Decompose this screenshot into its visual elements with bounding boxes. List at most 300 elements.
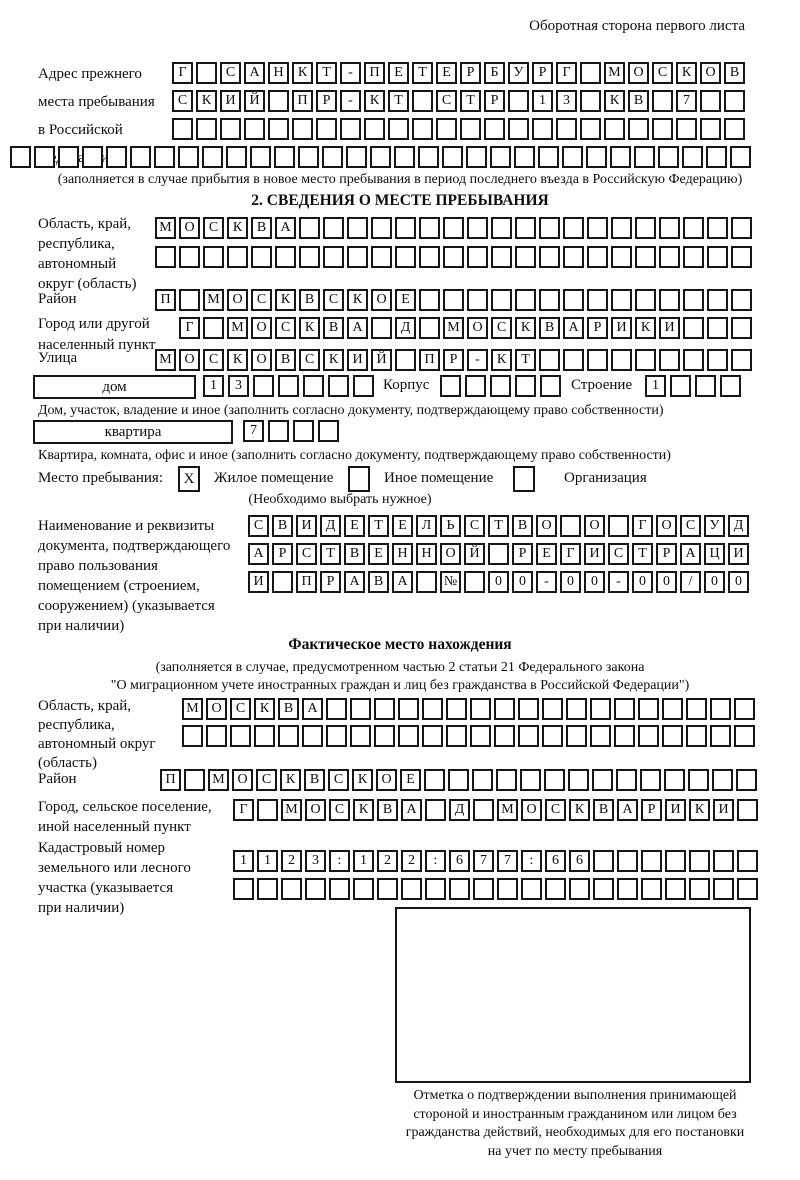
char-cell[interactable]: И — [248, 571, 269, 593]
char-cell[interactable] — [460, 118, 481, 140]
char-cell[interactable]: 1 — [257, 850, 278, 872]
char-cell[interactable]: Г — [556, 62, 577, 84]
char-cell[interactable] — [371, 217, 392, 239]
char-cell[interactable] — [710, 698, 731, 720]
char-cell[interactable] — [491, 289, 512, 311]
char-cell[interactable] — [370, 146, 391, 168]
char-cell[interactable]: Й — [464, 543, 485, 565]
char-cell[interactable] — [425, 878, 446, 900]
char-cell[interactable] — [665, 878, 686, 900]
char-cell[interactable]: Г — [632, 515, 653, 537]
char-cell[interactable]: № — [440, 571, 461, 593]
char-cell[interactable]: О — [232, 769, 253, 791]
char-cell[interactable] — [412, 90, 433, 112]
char-cell[interactable]: С — [172, 90, 193, 112]
char-cell[interactable] — [182, 725, 203, 747]
char-cell[interactable] — [566, 725, 587, 747]
char-cell[interactable] — [586, 146, 607, 168]
char-cell[interactable]: К — [299, 317, 320, 339]
char-cell[interactable]: К — [491, 349, 512, 371]
city-row[interactable] — [179, 317, 752, 339]
char-cell[interactable] — [329, 878, 350, 900]
char-cell[interactable]: К — [280, 769, 301, 791]
char-cell[interactable] — [515, 217, 536, 239]
char-cell[interactable] — [610, 146, 631, 168]
char-cell[interactable] — [734, 725, 755, 747]
char-cell[interactable]: А — [392, 571, 413, 593]
char-cell[interactable] — [473, 878, 494, 900]
char-cell[interactable]: В — [344, 543, 365, 565]
char-cell[interactable] — [278, 375, 299, 397]
char-cell[interactable] — [640, 769, 661, 791]
char-cell[interactable] — [488, 543, 509, 565]
char-cell[interactable] — [422, 698, 443, 720]
char-cell[interactable] — [720, 375, 741, 397]
char-cell[interactable]: 7 — [243, 420, 264, 442]
char-cell[interactable] — [323, 217, 344, 239]
char-cell[interactable]: - — [340, 62, 361, 84]
char-cell[interactable] — [419, 217, 440, 239]
char-cell[interactable] — [592, 769, 613, 791]
char-cell[interactable] — [281, 878, 302, 900]
char-cell[interactable]: О — [251, 317, 272, 339]
char-cell[interactable]: 0 — [632, 571, 653, 593]
char-cell[interactable] — [508, 90, 529, 112]
char-cell[interactable]: Н — [392, 543, 413, 565]
apartment-row[interactable] — [243, 420, 339, 442]
char-cell[interactable] — [202, 146, 223, 168]
char-cell[interactable]: 3 — [556, 90, 577, 112]
char-cell[interactable] — [34, 146, 55, 168]
char-cell[interactable] — [614, 725, 635, 747]
house-row[interactable] — [203, 375, 374, 397]
char-cell[interactable]: О — [656, 515, 677, 537]
char-cell[interactable]: К — [689, 799, 710, 821]
char-cell[interactable]: П — [292, 90, 313, 112]
char-cell[interactable]: Р — [272, 543, 293, 565]
char-cell[interactable] — [395, 217, 416, 239]
char-cell[interactable]: М — [281, 799, 302, 821]
char-cell[interactable]: С — [680, 515, 701, 537]
char-cell[interactable]: Д — [449, 799, 470, 821]
char-cell[interactable]: Б — [484, 62, 505, 84]
char-cell[interactable] — [608, 515, 629, 537]
char-cell[interactable]: С — [275, 317, 296, 339]
char-cell[interactable] — [616, 769, 637, 791]
char-cell[interactable] — [268, 420, 289, 442]
char-cell[interactable] — [689, 878, 710, 900]
char-cell[interactable] — [340, 118, 361, 140]
char-cell[interactable]: С — [248, 515, 269, 537]
char-cell[interactable]: 0 — [704, 571, 725, 593]
char-cell[interactable] — [440, 375, 461, 397]
char-cell[interactable] — [388, 118, 409, 140]
char-cell[interactable] — [539, 289, 560, 311]
char-cell[interactable] — [278, 725, 299, 747]
char-cell[interactable] — [695, 375, 716, 397]
char-cell[interactable]: : — [329, 850, 350, 872]
char-cell[interactable] — [730, 146, 751, 168]
char-cell[interactable]: 2 — [377, 850, 398, 872]
char-cell[interactable]: Н — [416, 543, 437, 565]
char-cell[interactable] — [700, 90, 721, 112]
char-cell[interactable] — [350, 698, 371, 720]
char-cell[interactable]: В — [593, 799, 614, 821]
char-cell[interactable] — [590, 725, 611, 747]
char-cell[interactable]: С — [256, 769, 277, 791]
char-cell[interactable]: Ц — [704, 543, 725, 565]
char-cell[interactable] — [587, 349, 608, 371]
char-cell[interactable] — [364, 118, 385, 140]
char-cell[interactable] — [617, 850, 638, 872]
char-cell[interactable]: О — [628, 62, 649, 84]
char-cell[interactable] — [713, 878, 734, 900]
char-cell[interactable] — [568, 769, 589, 791]
char-cell[interactable]: А — [617, 799, 638, 821]
char-cell[interactable] — [467, 246, 488, 268]
char-cell[interactable] — [737, 850, 758, 872]
char-cell[interactable] — [539, 246, 560, 268]
char-cell[interactable]: Е — [395, 289, 416, 311]
char-cell[interactable] — [560, 515, 581, 537]
char-cell[interactable]: В — [724, 62, 745, 84]
char-cell[interactable]: М — [497, 799, 518, 821]
actual-region-row-1[interactable] — [182, 698, 755, 720]
char-cell[interactable] — [683, 246, 704, 268]
char-cell[interactable] — [253, 375, 274, 397]
char-cell[interactable] — [566, 698, 587, 720]
char-cell[interactable]: Е — [436, 62, 457, 84]
char-cell[interactable]: О — [521, 799, 542, 821]
char-cell[interactable]: Е — [388, 62, 409, 84]
char-cell[interactable] — [220, 118, 241, 140]
char-cell[interactable]: Р — [443, 349, 464, 371]
char-cell[interactable]: А — [302, 698, 323, 720]
char-cell[interactable]: 0 — [584, 571, 605, 593]
char-cell[interactable] — [736, 769, 757, 791]
char-cell[interactable] — [689, 850, 710, 872]
char-cell[interactable]: Д — [728, 515, 749, 537]
char-cell[interactable]: И — [659, 317, 680, 339]
char-cell[interactable]: С — [220, 62, 241, 84]
char-cell[interactable] — [683, 349, 704, 371]
char-cell[interactable] — [617, 878, 638, 900]
char-cell[interactable] — [106, 146, 127, 168]
char-cell[interactable]: К — [254, 698, 275, 720]
char-cell[interactable] — [545, 878, 566, 900]
char-cell[interactable]: Д — [320, 515, 341, 537]
region-row-1[interactable] — [155, 217, 752, 239]
char-cell[interactable] — [347, 217, 368, 239]
char-cell[interactable]: Р — [532, 62, 553, 84]
char-cell[interactable]: П — [155, 289, 176, 311]
char-cell[interactable] — [538, 146, 559, 168]
char-cell[interactable]: М — [182, 698, 203, 720]
char-cell[interactable] — [659, 349, 680, 371]
char-cell[interactable] — [154, 146, 175, 168]
char-cell[interactable]: С — [436, 90, 457, 112]
char-cell[interactable] — [491, 217, 512, 239]
char-cell[interactable]: В — [278, 698, 299, 720]
char-cell[interactable] — [590, 698, 611, 720]
char-cell[interactable] — [254, 725, 275, 747]
district-row[interactable] — [155, 289, 752, 311]
char-cell[interactable]: Е — [392, 515, 413, 537]
char-cell[interactable] — [299, 246, 320, 268]
char-cell[interactable] — [710, 725, 731, 747]
char-cell[interactable] — [196, 62, 217, 84]
char-cell[interactable]: К — [323, 349, 344, 371]
char-cell[interactable]: О — [371, 289, 392, 311]
char-cell[interactable]: Й — [371, 349, 392, 371]
char-cell[interactable] — [494, 725, 515, 747]
char-cell[interactable] — [425, 799, 446, 821]
char-cell[interactable] — [395, 246, 416, 268]
actual-city-row[interactable] — [233, 799, 758, 821]
char-cell[interactable] — [563, 289, 584, 311]
stroenie-row[interactable] — [645, 375, 741, 397]
prev-address-row-1[interactable] — [172, 62, 745, 84]
char-cell[interactable] — [257, 799, 278, 821]
char-cell[interactable]: 3 — [305, 850, 326, 872]
char-cell[interactable] — [467, 289, 488, 311]
char-cell[interactable]: В — [272, 515, 293, 537]
char-cell[interactable] — [292, 118, 313, 140]
char-cell[interactable] — [611, 217, 632, 239]
char-cell[interactable] — [227, 246, 248, 268]
char-cell[interactable]: Е — [344, 515, 365, 537]
char-cell[interactable] — [424, 769, 445, 791]
char-cell[interactable]: С — [203, 217, 224, 239]
char-cell[interactable] — [484, 118, 505, 140]
char-cell[interactable]: Ь — [440, 515, 461, 537]
char-cell[interactable] — [515, 246, 536, 268]
char-cell[interactable] — [514, 146, 535, 168]
char-cell[interactable] — [419, 289, 440, 311]
char-cell[interactable] — [178, 146, 199, 168]
char-cell[interactable]: / — [680, 571, 701, 593]
char-cell[interactable]: : — [521, 850, 542, 872]
char-cell[interactable] — [467, 217, 488, 239]
char-cell[interactable] — [470, 698, 491, 720]
char-cell[interactable]: Л — [416, 515, 437, 537]
char-cell[interactable]: В — [512, 515, 533, 537]
char-cell[interactable]: С — [464, 515, 485, 537]
char-cell[interactable]: С — [323, 289, 344, 311]
char-cell[interactable] — [707, 217, 728, 239]
actual-region-row-2[interactable] — [182, 725, 755, 747]
korpus-row[interactable] — [440, 375, 561, 397]
char-cell[interactable]: В — [628, 90, 649, 112]
char-cell[interactable]: 7 — [497, 850, 518, 872]
char-cell[interactable] — [347, 246, 368, 268]
char-cell[interactable]: И — [713, 799, 734, 821]
char-cell[interactable]: С — [296, 543, 317, 565]
char-cell[interactable] — [412, 118, 433, 140]
char-cell[interactable] — [446, 725, 467, 747]
char-cell[interactable] — [130, 146, 151, 168]
char-cell[interactable]: О — [305, 799, 326, 821]
char-cell[interactable]: С — [491, 317, 512, 339]
char-cell[interactable] — [542, 698, 563, 720]
region-row-2[interactable] — [155, 246, 752, 268]
char-cell[interactable] — [350, 725, 371, 747]
char-cell[interactable] — [587, 246, 608, 268]
actual-district-row[interactable] — [160, 769, 757, 791]
char-cell[interactable]: К — [227, 349, 248, 371]
char-cell[interactable]: О — [251, 349, 272, 371]
char-cell[interactable]: - — [340, 90, 361, 112]
char-cell[interactable]: Р — [587, 317, 608, 339]
char-cell[interactable] — [496, 769, 517, 791]
char-cell[interactable] — [682, 146, 703, 168]
char-cell[interactable]: О — [467, 317, 488, 339]
char-cell[interactable]: И — [665, 799, 686, 821]
char-cell[interactable]: - — [467, 349, 488, 371]
char-cell[interactable] — [641, 878, 662, 900]
char-cell[interactable]: И — [296, 515, 317, 537]
char-cell[interactable] — [172, 118, 193, 140]
char-cell[interactable]: А — [344, 571, 365, 593]
char-cell[interactable]: И — [220, 90, 241, 112]
document-row-2[interactable] — [248, 543, 749, 565]
char-cell[interactable]: 2 — [401, 850, 422, 872]
char-cell[interactable] — [659, 217, 680, 239]
char-cell[interactable]: О — [536, 515, 557, 537]
char-cell[interactable]: 1 — [532, 90, 553, 112]
char-cell[interactable]: К — [275, 289, 296, 311]
char-cell[interactable] — [470, 725, 491, 747]
char-cell[interactable] — [251, 246, 272, 268]
char-cell[interactable] — [724, 90, 745, 112]
char-cell[interactable]: 0 — [656, 571, 677, 593]
char-cell[interactable] — [532, 118, 553, 140]
prev-address-row-2[interactable] — [172, 90, 745, 112]
char-cell[interactable] — [448, 769, 469, 791]
char-cell[interactable]: Й — [244, 90, 265, 112]
char-cell[interactable] — [494, 698, 515, 720]
char-cell[interactable]: И — [728, 543, 749, 565]
char-cell[interactable]: П — [160, 769, 181, 791]
char-cell[interactable]: О — [179, 217, 200, 239]
char-cell[interactable]: В — [377, 799, 398, 821]
char-cell[interactable]: В — [539, 317, 560, 339]
char-cell[interactable] — [515, 289, 536, 311]
char-cell[interactable] — [611, 289, 632, 311]
char-cell[interactable]: П — [296, 571, 317, 593]
char-cell[interactable]: М — [227, 317, 248, 339]
char-cell[interactable]: М — [155, 217, 176, 239]
char-cell[interactable] — [587, 289, 608, 311]
char-cell[interactable] — [611, 246, 632, 268]
cadastral-row-1[interactable] — [233, 850, 758, 872]
char-cell[interactable]: К — [676, 62, 697, 84]
char-cell[interactable]: Е — [400, 769, 421, 791]
char-cell[interactable]: К — [352, 769, 373, 791]
char-cell[interactable]: Р — [316, 90, 337, 112]
char-cell[interactable] — [737, 799, 758, 821]
char-cell[interactable] — [683, 317, 704, 339]
char-cell[interactable] — [683, 289, 704, 311]
char-cell[interactable] — [184, 769, 205, 791]
char-cell[interactable]: Г — [172, 62, 193, 84]
char-cell[interactable]: - — [608, 571, 629, 593]
char-cell[interactable]: Т — [388, 90, 409, 112]
char-cell[interactable] — [707, 349, 728, 371]
char-cell[interactable]: 6 — [569, 850, 590, 872]
char-cell[interactable] — [508, 118, 529, 140]
char-cell[interactable] — [638, 725, 659, 747]
char-cell[interactable] — [659, 246, 680, 268]
char-cell[interactable] — [316, 118, 337, 140]
char-cell[interactable] — [544, 769, 565, 791]
char-cell[interactable]: В — [368, 571, 389, 593]
char-cell[interactable] — [731, 246, 752, 268]
char-cell[interactable] — [179, 246, 200, 268]
char-cell[interactable] — [518, 698, 539, 720]
char-cell[interactable]: И — [347, 349, 368, 371]
char-cell[interactable]: У — [704, 515, 725, 537]
char-cell[interactable] — [473, 799, 494, 821]
char-cell[interactable]: К — [227, 217, 248, 239]
char-cell[interactable] — [398, 698, 419, 720]
char-cell[interactable] — [446, 698, 467, 720]
char-cell[interactable] — [707, 246, 728, 268]
char-cell[interactable]: С — [251, 289, 272, 311]
street-row[interactable] — [155, 349, 752, 371]
char-cell[interactable] — [326, 725, 347, 747]
char-cell[interactable] — [318, 420, 339, 442]
char-cell[interactable] — [250, 146, 271, 168]
char-cell[interactable] — [731, 289, 752, 311]
char-cell[interactable]: 1 — [353, 850, 374, 872]
char-cell[interactable]: Д — [395, 317, 416, 339]
char-cell[interactable]: К — [635, 317, 656, 339]
char-cell[interactable]: М — [203, 289, 224, 311]
char-cell[interactable]: Т — [488, 515, 509, 537]
char-cell[interactable] — [268, 90, 289, 112]
char-cell[interactable]: Т — [368, 515, 389, 537]
char-cell[interactable] — [268, 118, 289, 140]
char-cell[interactable] — [652, 90, 673, 112]
char-cell[interactable] — [540, 375, 561, 397]
char-cell[interactable] — [155, 246, 176, 268]
char-cell[interactable]: Г — [560, 543, 581, 565]
char-cell[interactable] — [374, 725, 395, 747]
char-cell[interactable]: Р — [320, 571, 341, 593]
char-cell[interactable]: К — [347, 289, 368, 311]
char-cell[interactable] — [274, 146, 295, 168]
char-cell[interactable] — [515, 375, 536, 397]
char-cell[interactable] — [731, 317, 752, 339]
char-cell[interactable] — [635, 349, 656, 371]
char-cell[interactable]: У — [508, 62, 529, 84]
char-cell[interactable] — [179, 289, 200, 311]
char-cell[interactable]: Т — [320, 543, 341, 565]
char-cell[interactable]: А — [248, 543, 269, 565]
char-cell[interactable] — [490, 146, 511, 168]
char-cell[interactable]: А — [244, 62, 265, 84]
char-cell[interactable] — [614, 698, 635, 720]
char-cell[interactable] — [272, 571, 293, 593]
char-cell[interactable]: К — [515, 317, 536, 339]
char-cell[interactable] — [706, 146, 727, 168]
char-cell[interactable] — [580, 62, 601, 84]
char-cell[interactable] — [707, 317, 728, 339]
char-cell[interactable]: Т — [316, 62, 337, 84]
char-cell[interactable] — [233, 878, 254, 900]
char-cell[interactable] — [611, 349, 632, 371]
